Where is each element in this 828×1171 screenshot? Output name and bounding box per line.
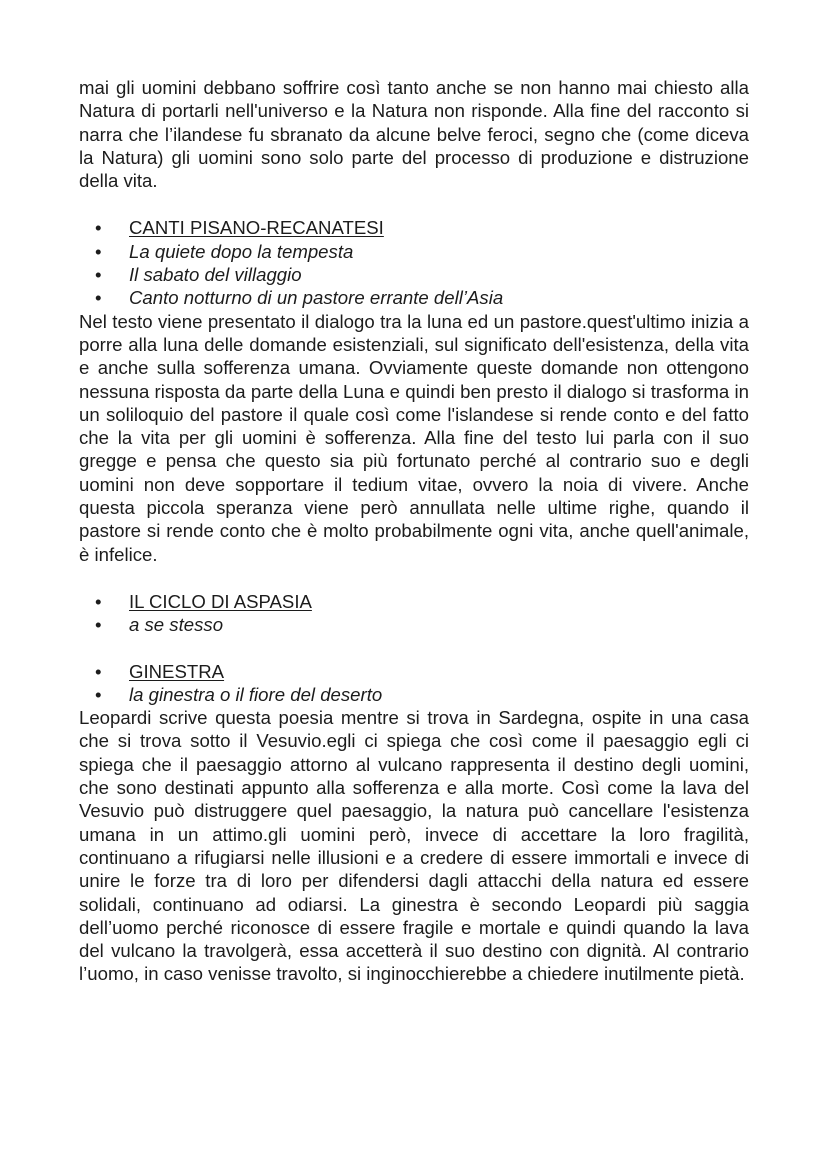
poem-title: La quiete dopo la tempesta [129,240,354,262]
poem-title: Canto notturno di un pastore errante dell’Asia [129,287,504,309]
list-item [79,240,749,263]
spacer [79,192,749,216]
list-item [79,263,749,286]
list-item [79,286,749,309]
section-heading-canti: CANTI PISANO-RECANATESI [129,217,384,239]
list-item [79,660,749,683]
poem-title: la ginestra o il fiore del deserto [129,683,383,705]
section-heading-aspasia: IL CICLO DI ASPASIA [129,590,312,612]
aspasia-list [79,590,749,637]
ginestra-list [79,660,749,707]
document-page [79,76,749,986]
list-item [79,613,749,636]
list-item [79,590,749,613]
intro-paragraph: mai gli uomini debbano soffrire così tanto anche se non hanno mai chiesto alla Natura di portarli nell'universo e la Natura non risponde. Alla fine del racconto si narra che l’ilandese fu sbranato da alcune belve feroci, segno che (come diceva la Natura) gli uomini sono solo parte del processo di produzione e distruzione della vita. [79,77,749,192]
canti-list [79,216,749,309]
ginestra-paragraph: Leopardi scrive questa poesia mentre si trova in Sardegna, ospite in una casa che si trova sotto il Vesuvio.egli ci spiega che così come il paesaggio egli ci spiega che il paesaggio attorno al vulcano rappresenta il destino degli uomini, che sono destinati appunto alla sofferenza e alla morte. Così come la lava del Vesuvio può distruggere quel paesaggio, la natura può cancellare l'esistenza umana in un attimo.gli uomini però, invece di accettare la loro fragilità, continuano a rifugiarsi nelle illusioni e a credere di essere immortali e invece di unire le forze tra di loro per difendersi dagli attacchi della natura ed essere solidali, continuano ad odiarsi. La ginestra è secondo Leopardi più saggia dell’uomo perché riconosce di essere fragile e mortale e quindi quando la lava del vulcano la travolgerà, essa accetterà il suo destino con dignità. Al contrario l’uomo, in caso venisse travolto, si inginocchierebbe a chiedere inutilmente pietà. [79,707,749,985]
spacer [79,566,749,590]
section-heading-ginestra: GINESTRA [129,660,225,682]
canti-paragraph: Nel testo viene presentato il dialogo tra la luna ed un pastore.quest'ultimo inizia a porre alla luna delle domande esistenziali, sul significato dell'esistenza, della vita e anche sulla sofferenza umana. Ovviamente queste domande non ottengono nessuna risposta da parte della Luna e quindi ben presto il dialogo si trasforma in un soliloquio del pastore il quale così come l'islandese si rende conto e del fatto che la vita per gli uomini è sofferenza. Alla fine del testo lui parla con il suo gregge e pensa che questo sia più fortunato perché al contrario suo e degli uomini non deve sopportare il tedium vitae, ovvero la noia di vivere. Anche questa piccola speranza viene però annullata nelle ultime righe, quando il pastore si rende conto che è molto probabilmente ogni vita, anche quell'animale, è infelice. [79,310,749,565]
list-item [79,683,749,706]
poem-title: a se stesso [129,614,224,636]
poem-title: Il sabato del villaggio [129,264,302,286]
list-item [79,216,749,239]
spacer [79,637,749,660]
